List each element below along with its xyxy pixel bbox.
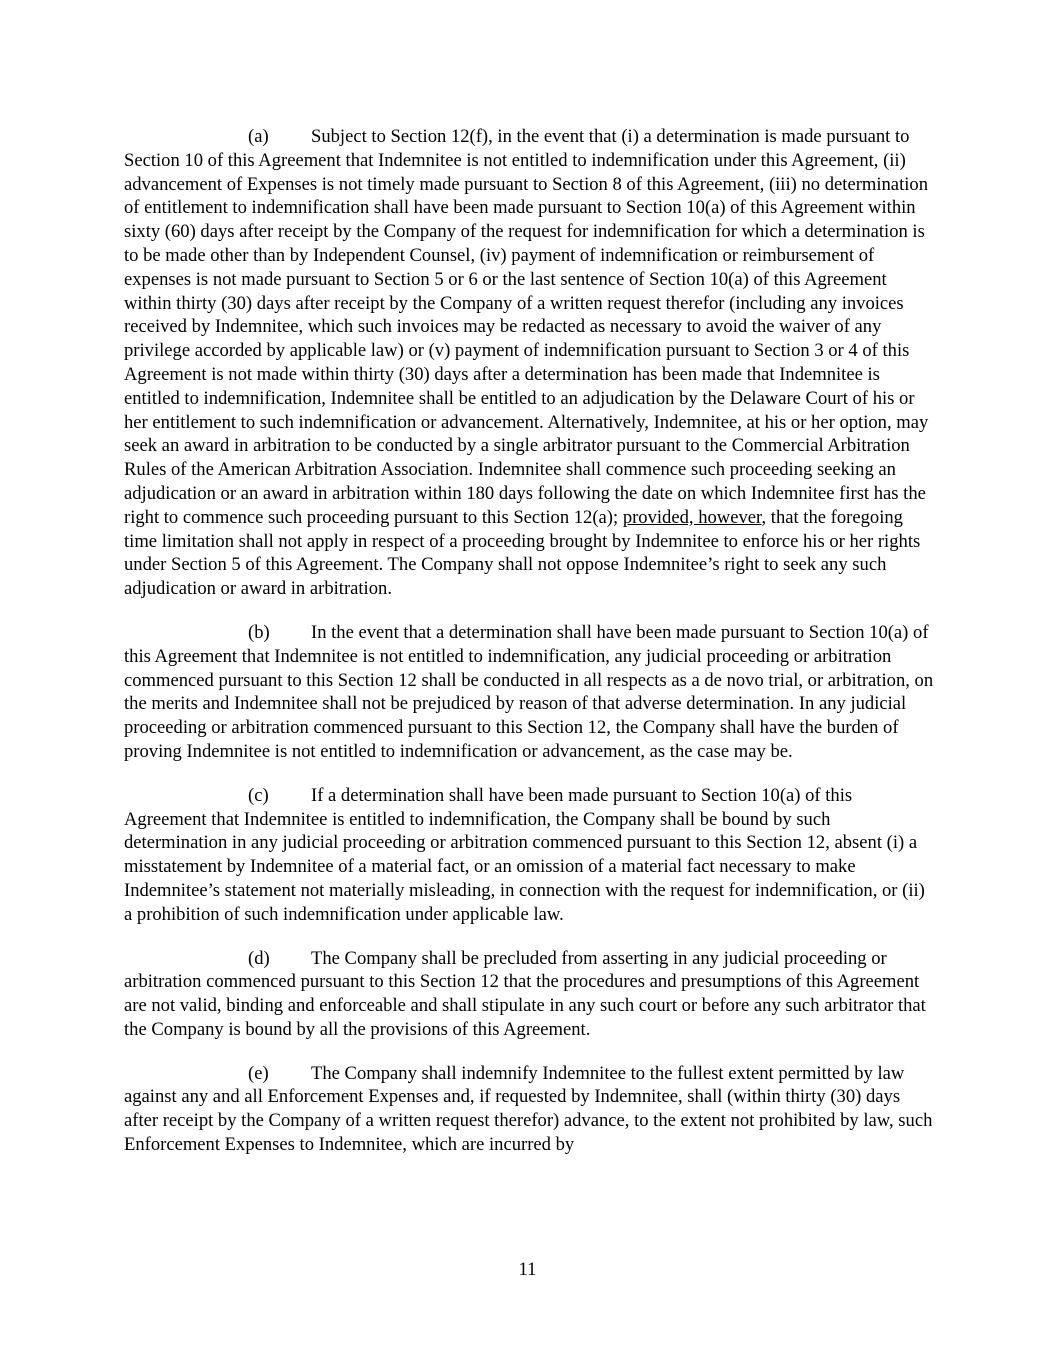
- paragraph-e: [124, 1062, 934, 1157]
- paragraph-text: If a determination shall have been made pursuant to Section 10(a) of this Agreement that Indemnitee is entitled to indemnification, the Company shall be bound by such determination in any judicial proceeding or arbitration commenced pursuant to this Section 12, absent (i) a misstatement by Indemnitee of a material fact, or an omission of a material fact necessary to make Indemnitee’s statement not materially misleading, in connection with the request for indemnification, or (ii) a prohibition of such indemnification under applicable law.: [124, 784, 925, 925]
- paragraph-label: (b): [248, 621, 270, 643]
- paragraph-c: [124, 784, 934, 927]
- paragraph-b: [124, 621, 934, 764]
- paragraph-a: [124, 125, 934, 601]
- paragraph-d: [124, 947, 934, 1042]
- document-body: [124, 125, 934, 1177]
- underlined-term: provided, however: [622, 506, 762, 528]
- paragraph-text: Subject to Section 12(f), in the event that (i) a determination is made pursuant to Section 10 of this Agreement that Indemnitee is not entitled to indemnification under this Agreement, (ii) advancement of Expenses is not timely made pursuant to Section 8 of this Agreement, (iii) no determination of entitlement to indemnification shall have been made pursuant to Section 10(a) of this Agreement within sixty (60) days after receipt by the Company of the request for indemnification for which a determination is to be made other than by Independent Counsel, (iv) payment of indemnification or reimbursement of expenses is not made pursuant to Section 5 or 6 or the last sentence of Section 10(a) of this Agreement within thirty (30) days after receipt by the Company of a written request therefor (including any invoices received by Indemnitee, which such invoices may be redacted as necessary to avoid the waiver of any privilege accorded by applicable law) or (v) payment of indemnification pursuant to Section 3 or 4 of this Agreement is not made within thirty (30) days after a determination has been made that Indemnitee is entitled to indemnification, Indemnitee shall be entitled to an adjudication by the Delaware Court of his or her entitlement to such indemnification or advancement. Alternatively, Indemnitee, at his or her option, may seek an award in arbitration to be conducted by a single arbitrator pursuant to the Commercial Arbitration Rules of the American Arbitration Association. Indemnitee shall commence such proceeding seeking an adjudication or an award in arbitration within 180 days following the date on which Indemnitee first has the right to commence such proceeding pursuant to this Section 12(a);: [124, 126, 929, 528]
- paragraph-label: (d): [248, 947, 270, 969]
- paragraph-label: (e): [248, 1062, 269, 1084]
- paragraph-text: The Company shall be precluded from asserting in any judicial proceeding or arbitration commenced pursuant to this Section 12 that the procedures and presumptions of this Agreement are not valid, binding and enforceable and shall stipulate in any such court or before any such arbitrator that the Company is bound by all the provisions of this Agreement.: [124, 947, 926, 1040]
- page-number: 11: [518, 1259, 537, 1280]
- paragraph-text: The Company shall indemnify Indemnitee to the fullest extent permitted by law against any and all Enforcement Expenses and, if requested by Indemnitee, shall (within thirty (30) days after receipt by the Company of a written request therefor) advance, to the extent not prohibited by law, such Enforcement Expenses to Indemnitee, which are incurred by: [124, 1062, 933, 1156]
- paragraph-label: (c): [248, 784, 269, 806]
- paragraph-label: (a): [248, 126, 269, 147]
- paragraph-text-continued: , that the foregoing time limitation shall not apply in respect of a proceeding brought by Indemnitee to enforce his or her rights under Section 5 of this Agreement. The Company shall not oppose Indemnitee’s right to seek any such adjudication or award in arbitration.: [124, 506, 921, 600]
- paragraph-text: In the event that a determination shall have been made pursuant to Section 10(a) of this Agreement that Indemnitee is not entitled to indemnification, any judicial proceeding or arbitration commenced pursuant to this Section 12 shall be conducted in all respects as a de novo trial, or arbitration, on the merits and Indemnitee shall not be prejudiced by reason of that adverse determination. In any judicial proceeding or arbitration commenced pursuant to this Section 12, the Company shall have the burden of proving Indemnitee is not entitled to indemnification or advancement, as the case may be.: [124, 621, 934, 762]
